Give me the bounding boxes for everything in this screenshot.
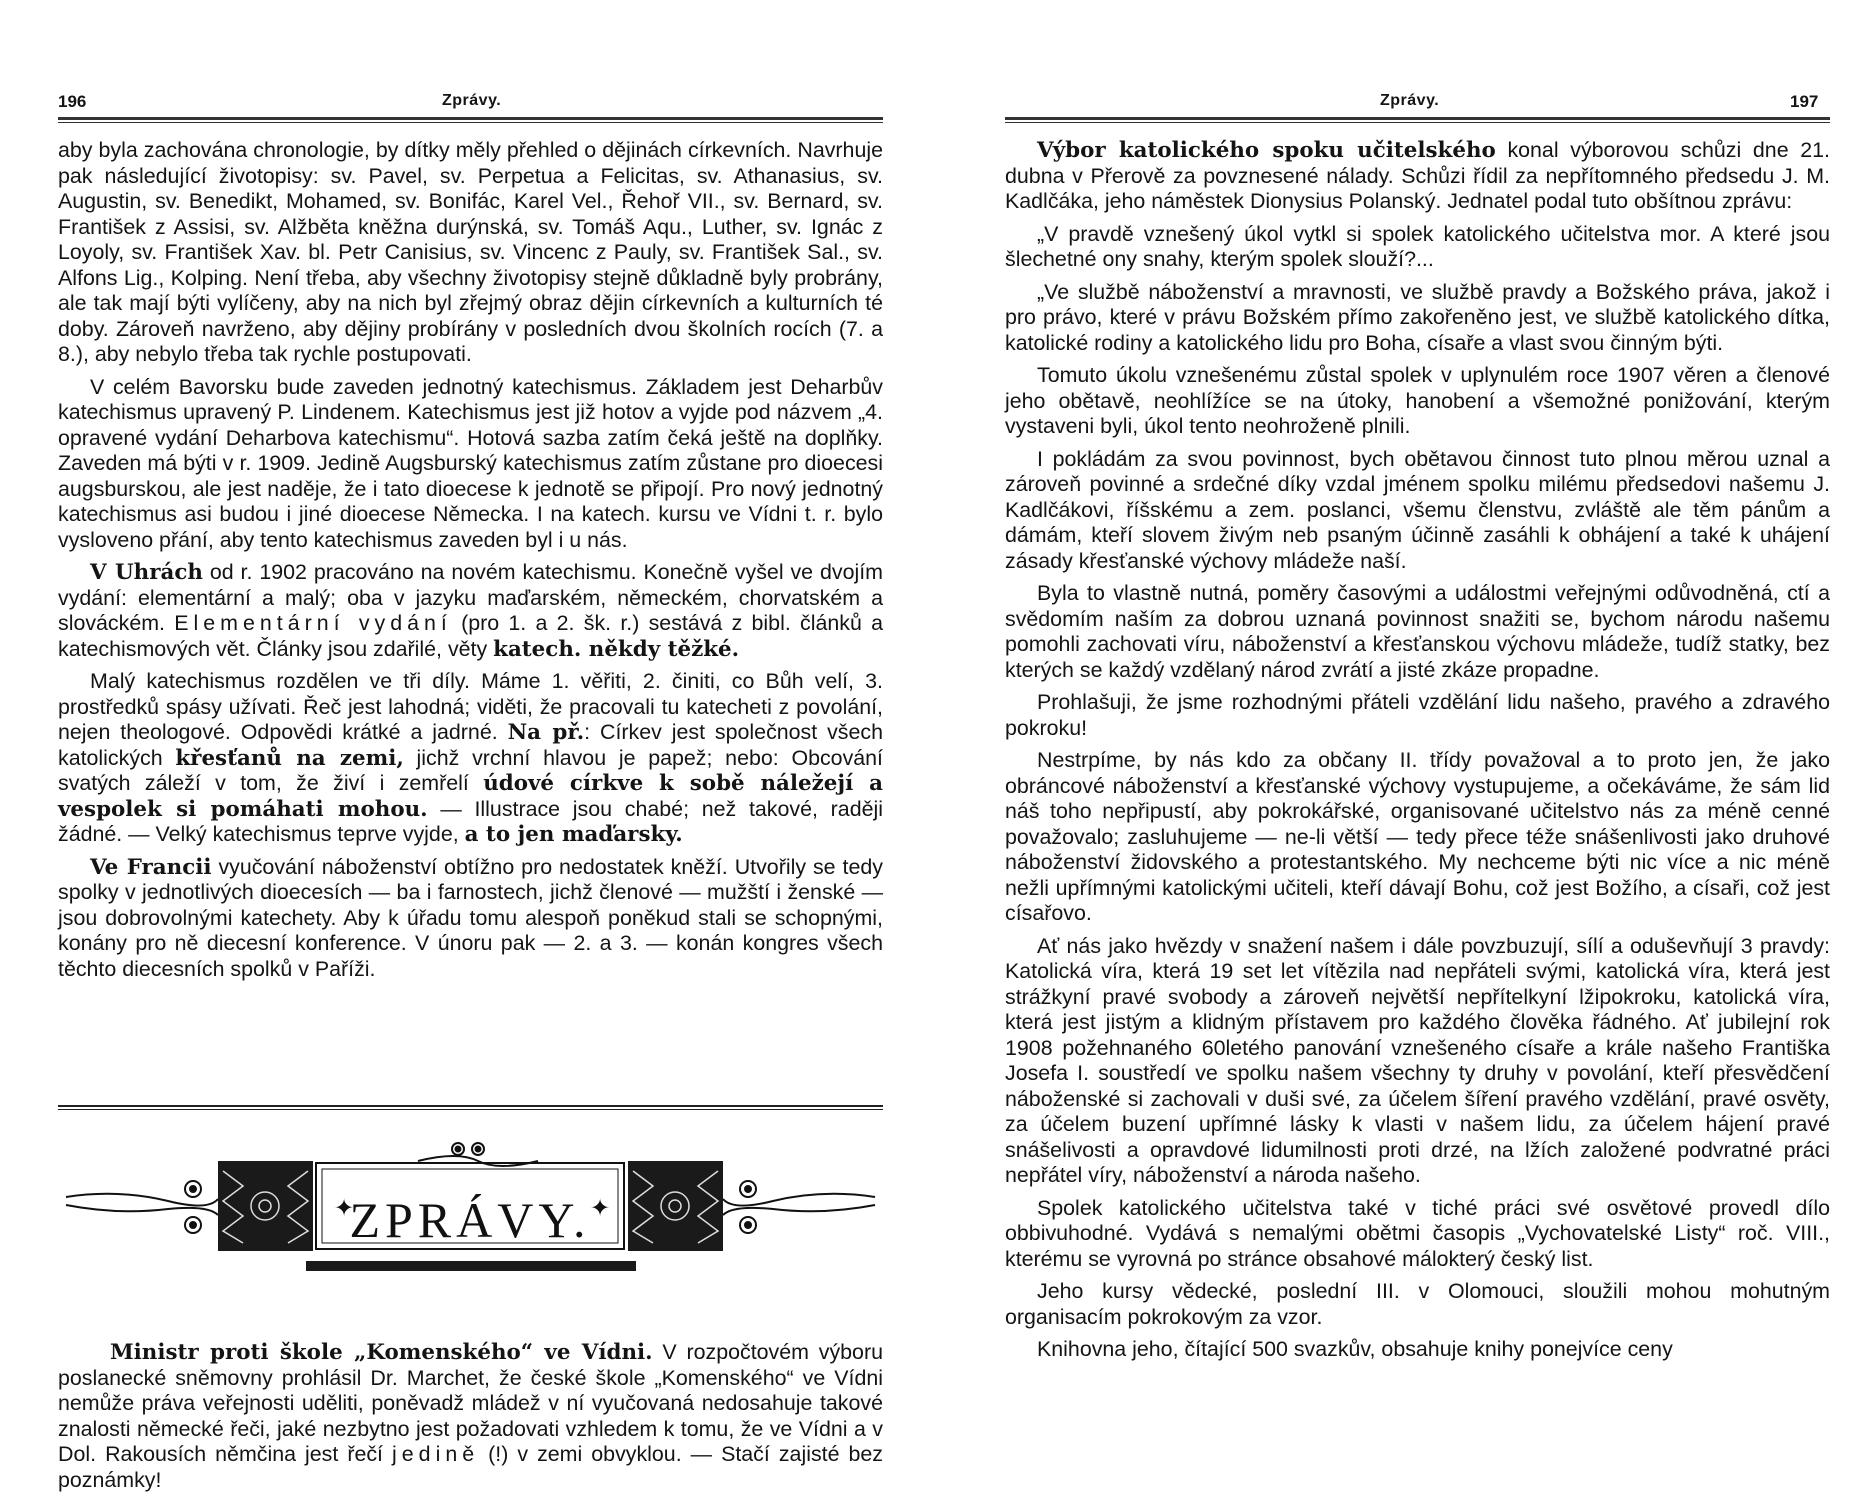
page-number: 197 — [1790, 92, 1819, 111]
paragraph-lead: Ve Francii — [90, 854, 212, 880]
spaced-text: jedině — [392, 1442, 480, 1466]
right-page — [1005, 0, 1862, 1500]
right-text-column — [1005, 138, 1830, 1370]
paragraph: Nestrpíme, by nás kdo za občany II. třídy považoval a to proto jen, že jako obráncové náboženství a křesťanské výchovy vystupujeme, a očekáváme, že sám lid náš toho nepřipustí, aby pokrokářské, organisované učitelstvo nás za méně cenné považovalo; zasluhujeme — ne-li větší — tedy přece téže snášenlivosti jako druhové náboženství židovského a protestantského. My nechceme býti nic více a nic méně nežli upřímnými katolickými učiteli, kteří dávají Bohu, což jest Božího, a císaři, což jest císařovo. — [1005, 748, 1830, 925]
section-title: ZPRÁVY. — [349, 1192, 591, 1248]
bold-text: křesťanů na zemi, — [175, 745, 404, 771]
paragraph: „V pravdě vznešený úkol vytkl si spolek katolického učitelstva mor. A které jsou šlechetné ony snahy, kterým spolek slouží?... — [1005, 221, 1830, 271]
running-title: Zprávy. — [1380, 92, 1440, 109]
paragraph: Tomuto úkolu vznešenému zůstal spolek v uplynulém roce 1907 věren a členové jeho obětavě, neohlížíce se na útoky, hanobení a všemožné ponižování, kterým vystaveni byli, úkol tento neohroženě plnili. — [1005, 363, 1830, 438]
paragraph-uhrach — [58, 560, 883, 662]
bold-text: Na př. — [507, 720, 585, 745]
paragraph-text: Malý katechismus rozdělen ve tři díly. Máme 1. věřiti, 2. činiti, co Bůh velí, 3. prostředků spásy užívati. Řeč jest lahodná; viděti, že pracovali tu katecheti z povolání, nejen theologové. Odpovědi krátké a jadrné. — [58, 669, 883, 744]
banner-rule — [58, 1105, 883, 1110]
bold-text: údové církve k sobě náležejí a vespolek si pomáhati mohou. — [58, 771, 884, 822]
paragraph: Spolek katolického učitelstva také v tiché práci své osvětové provedl dílo obbivuhodné. Vydává s nemalými obětmi časopis „Vychovatelské Listy“ roč. VIII., kterému se vyrovná po stránce obsahové málokterý český list. — [1005, 1195, 1830, 1271]
bold-text: a to jen maďarsky. — [464, 822, 683, 847]
paragraph-lead: Výbor katolického spoku učitelského — [1037, 138, 1496, 163]
paragraph-text: (!) v zemi obvyklou. — Stačí zajisté bez poznámky! — [58, 1442, 883, 1492]
page-number: 196 — [58, 92, 87, 111]
zpravy-banner — [58, 1105, 883, 1295]
left-page — [58, 0, 938, 1500]
paragraph: „Ve službě náboženství a mravnosti, ve službě pravdy a Božského práva, jakož i pro právo, které v právu Božském přímo zakořeněno jest, ve službě katolického dítka, katolické rodiny a katolického lidu pro Boha, císaře a vlast svou činným býti. — [1005, 279, 1830, 355]
paragraph-text: vyučování náboženství obtížno pro nedostatek kněží. Utvořily se tedy spolky v jednotlivých dioecesích — ba i farnostech, jichž členové — mužští i ženské — jsou dobrovolnými katechety. Aby k úřadu tomu alespoň poněkud stali se schopnými, konány pro ně diecesní konference. V únoru pak — 2. a 3. — konán kongres všech těchto diecesních spolků v Paříži. — [58, 854, 883, 981]
news-item — [58, 1340, 883, 1493]
paragraph: Ať nás jako hvězdy v snažení našem i dále povzbuzují, sílí a oduševňují 3 pravdy: Katolická víra, která 19 set let vítězila nad nepřáteli svými, katolická víra, která jest strážkyní pravé svobody a zároveň největší nepřítelkyní lžipokroku, katolická víra, která jest jistým a klidným přístavem pro každého člověka řádného. Ať jubilejní rok 1908 požehnaného 60letého panování vznešeného císaře a krále našeho Františka Josefa I. soustředí ve spolku našem všechny ty druhy v povolání, kteří přesvědčení náboženské si zachovali v duši své, za účelem šíření pravého vzdělání, pravé osvěty, za účelem buzení upřímné lásky k vlasti v našem lidu, za účelem hájení pravé snášelivosti a opravdové lidumilnosti proti drzé, na lžích založené podvratné práci nepřátel víry, náboženství a národa našeho. — [1005, 933, 1830, 1187]
spaced-text: Elementární vydání — [174, 611, 452, 635]
paragraph: Knihovna jeho, čítající 500 svazkův, obsahuje knihy ponejvíce ceny — [1037, 1337, 1673, 1361]
left-text-column — [58, 138, 883, 989]
paragraph: aby byla zachována chronologie, by dítky měly přehled o dějinách církevních. Navrhuje pak následující životopisy: sv. Pavel, sv. Perpetua a Felicitas, sv. Athanasius, sv. Augustin, sv. Benedikt, Mohamed, sv. Bonifác, Karel Vel., Řehoř VII., sv. Bernard, sv. František z Assisi, sv. Alžběta kněžna durýnská, sv. Tomáš Aqu., Luther, sv. Ignác z Loyoly, sv. František Xav. bl. Petr Canisius, sv. Vincenc z Pauly, sv. František Sal., sv. Alfons Lig., Kolping. Není třeba, aby všechny životopisy stejně důkladně byly probrány, ale tak mají býti vylíčeny, aby na nich byl zřejmý obraz dějin církevních a kulturních té doby. Zároveň navrženo, aby dějiny probírány v posledních dvou školních rocích (7. a 8.), aby nebylo třeba tak rychle postupovati. — [58, 138, 883, 366]
svg-text:✦: ✦ — [590, 1196, 611, 1222]
header-rule — [58, 117, 883, 123]
paragraph-maly — [58, 669, 883, 848]
paragraph: Jeho kursy vědecké, poslední III. v Olomouci, sloužili mohou mohutným organisacím pokrokovým za vzor. — [1005, 1279, 1830, 1329]
running-head — [58, 92, 883, 122]
paragraph: I pokládám za svou povinnost, bych obětavou činnost tuto plnou měrou uznal a zároveň povinné a srdečné díky vzdal jménem spolku milému předsedovi našemu J. Kadlčákovi, říšskému a zem. poslanci, všemu členstvu, zvláště ale těm pánům a dámám, kteří slovem živým neb psaným účinně zasáhli k obhájení a také k uhájení zásady křesťanské výchovy mládeže naší. — [1005, 446, 1830, 573]
paragraph-text: (pro 1. a 2. šk. r.) sestává z bibl. článků a katechismových vět. Články jsou zdařilé, věty — [58, 611, 883, 661]
paragraph-text: jichž vrchní hlavou je papež; nebo: Obcování svatých záleží v tom, že živí i zemřelí — [58, 745, 884, 795]
paragraph-text: konal výborovou schůzi dne 21. dubna v Přerově za povznesené nálady. Schůzi řídil za nepřítomného předsedu J. M. Kadlčáka, jeho náměstek Dionysius Polanský. Jednatel podal tuto obšítnou zprávu: — [1005, 138, 1830, 213]
paragraph-text: od r. 1902 pracováno na novém katechismu. Konečně vyšel ve dvojím vydání: elementární a malý; oba v jazyku maďarském, německém, chorvatském a slováckém. — [58, 560, 883, 635]
bold-text: katech. někdy těžké. — [493, 636, 740, 662]
header-rule — [1005, 117, 1830, 123]
news-headline: Ministr proti škole „Komenského“ ve Vídni. — [110, 1340, 653, 1365]
paragraph-text: — Illustrace jsou chabé; než takové, raději žádné. — Velký katechismus teprve vyjde, — [58, 796, 883, 846]
paragraph-francie — [58, 855, 883, 983]
news-paragraph — [58, 1340, 883, 1493]
intro-paragraph — [1005, 138, 1830, 215]
paragraph: Prohlašuji, že jsme rozhodnými přáteli vzdělání lidu našeho, pravého a zdravého pokroku! — [1005, 690, 1830, 740]
running-title: Zprávy. — [442, 92, 502, 109]
paragraph: V celém Bavorsku bude zaveden jednotný katechismus. Základem jest Deharbův katechismus upravený P. Lindenem. Katechismus jest již hotov a vyjde pod názvem „4. opravené vydání Deharbova katechismu“. Hotová sazba zatím čeká ještě na doplňky. Zaveden má býti v r. 1909. Jedině Augsburský katechismus zatím zůstane pro dioecesi augsburskou, ale jest naděje, že i tato dioecese k jednotě se připojí. Pro nový jednotný katechismus asi budou i jiné dioecese Německa. I na katech. kursu ve Vídni t. r. bylo vysloveno přání, aby tento katechismus zaveden byl i u nás. — [58, 374, 883, 552]
paragraph-lead: V Uhrách — [90, 560, 203, 585]
paragraph: Byla to vlastně nutná, poměry časovými a událostmi veřejnými odůvodněná, ctí a svědomím naším za dobrou uznaná povinnost snažiti se, bychom národu našemu pomohli zachovati víru, náboženství a křesťanskou výchovu mládeže, tudíž statky, bez kterých se každý vzdělaný národ zvrátí a jisté zkáze propadne. — [1005, 581, 1830, 682]
svg-text:✦: ✦ — [334, 1196, 355, 1222]
paragraph-text: : Církev jest společnost všech katolických — [58, 720, 883, 770]
running-head — [1005, 92, 1830, 122]
paragraph-text: V rozpočtovém výboru poslanecké sněmovny prohlásil Dr. Marchet, že české škole „Komenského“ ve Vídni nemůže práva veřejnosti uděliti, poněvadž mládež v ní vyučovaná nedosahuje takové znalosti německé řeči, jaké nezbytno jest požadovati vzhledem k tomu, že ve Vídni a v Dol. Rakousích němčina jest řečí — [58, 1340, 883, 1466]
